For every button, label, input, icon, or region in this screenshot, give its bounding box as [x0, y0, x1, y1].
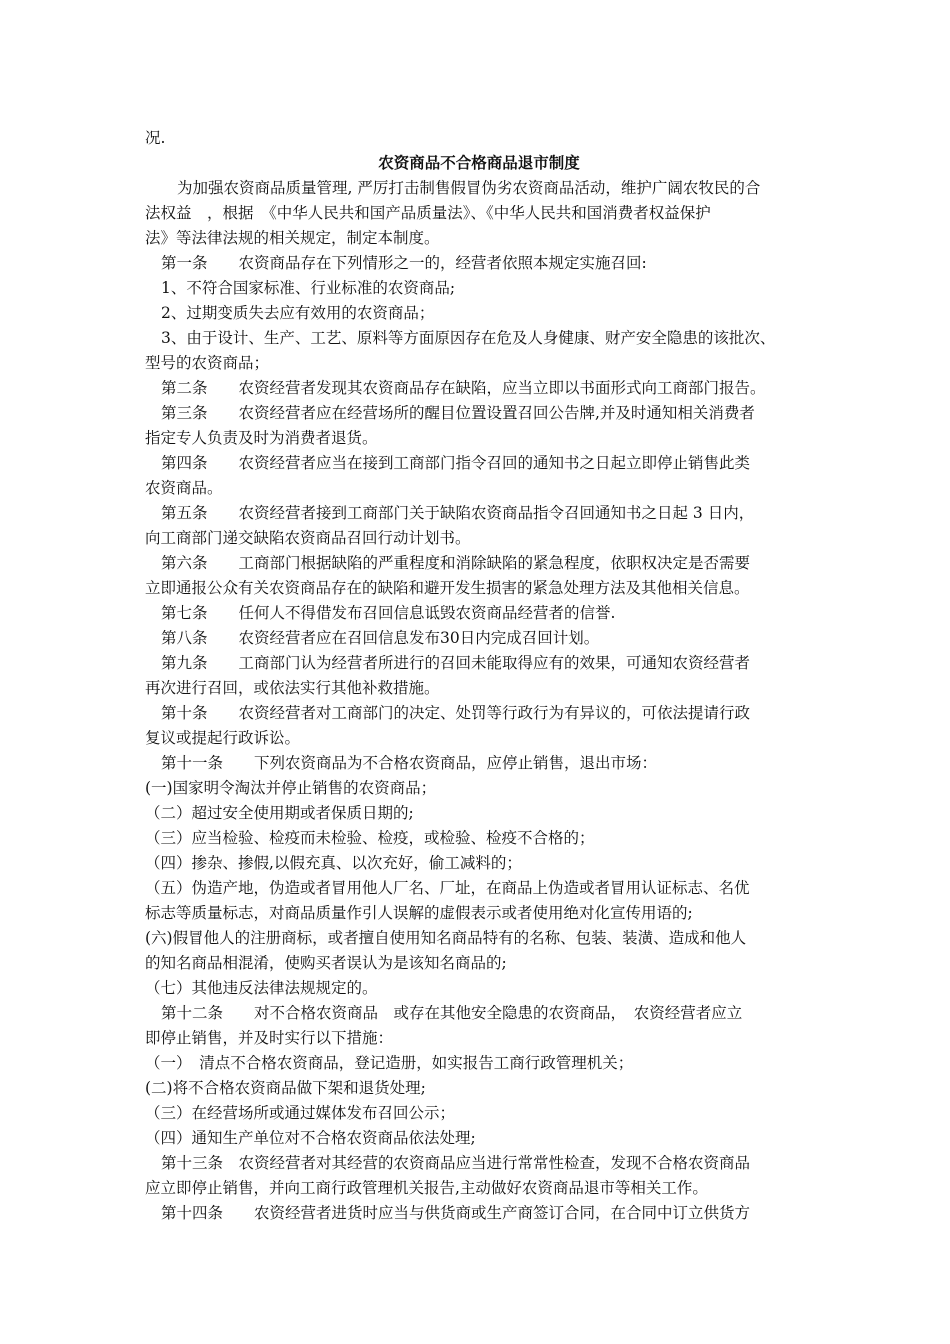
article-11-item: (一)国家明令淘汰并停止销售的农资商品；: [145, 779, 437, 797]
article-1-heading: 第一条 农资商品存在下列情形之一的，经营者依照本规定实施召回:: [161, 254, 647, 272]
article-11-item: （三）应当检验、检疫而未检验、检疫，或检验、检疫不合格的；: [145, 829, 595, 847]
article-14: 第十四条 农资经营者进货时应当与供货商或生产商签订合同，在合同中订立供货方: [161, 1204, 751, 1222]
article-2: 第二条 农资经营者发现其农资商品存在缺陷，应当立即以书面形式向工商部门报告。: [161, 379, 766, 397]
document-page: [145, 126, 813, 1226]
article-12-heading-continued: 即停止销售，并及时实行以下措施：: [145, 1029, 394, 1047]
article-3-continued: 指定专人负责及时为消费者退货。: [145, 429, 378, 447]
article-7: 第七条 任何人不得借发布召回信息诋毁农资商品经营者的信誉.: [161, 604, 616, 622]
article-6: 第六条 工商部门根据缺陷的严重程度和消除缺陷的紧急程度，依职权决定是否需要: [161, 554, 751, 572]
intro-line: 法》等法律法规的相关规定，制定本制度。: [145, 229, 440, 247]
intro-line: 为加强农资商品质量管理, 严厉打击制售假冒伪劣农资商品活动，维护广阔农牧民的合: [177, 179, 761, 197]
article-9: 第九条 工商部门认为经营者所进行的召回未能取得应有的效果，可通知农资经营者: [161, 654, 751, 672]
article-8: 第八条 农资经营者应在召回信息发布30日内完成召回计划。: [161, 629, 600, 647]
intro-line: 法权益 ，根据 《中华人民共和国产品质量法》、《中华人民共和国消费者权益保护: [145, 204, 711, 222]
article-3: 第三条 农资经营者应在经营场所的醒目位置设置召回公告牌,并及时通知相关消费者: [161, 404, 755, 422]
article-1-item-continued: 型号的农资商品；: [145, 354, 270, 372]
article-1-item: 2、过期变质失去应有效用的农资商品；: [161, 304, 435, 322]
article-13-continued: 应立即停止销售，并向工商行政管理机关报告,主动做好农资商品退市等相关工作。: [145, 1179, 708, 1197]
article-13: 第十三条 农资经营者对其经营的农资商品应当进行常常性检查，发现不合格农资商品: [161, 1154, 751, 1172]
article-12-item: （三）在经营场所或通过媒体发布召回公示；: [145, 1104, 456, 1122]
article-11-item-continued: 的知名商品相混淆，使购买者误认为是该知名商品的;: [145, 954, 507, 972]
article-11-heading: 第十一条 下列农资商品为不合格农资商品，应停止销售，退出市场：: [161, 754, 658, 772]
article-1-item: 1、不符合国家标准、行业标准的农资商品;: [161, 279, 456, 297]
article-12-item: (二)将不合格农资商品做下架和退货处理;: [145, 1079, 426, 1097]
article-9-continued: 再次进行召回，或依法实行其他补救措施。: [145, 679, 440, 697]
article-6-continued: 立即通报公众有关农资商品存在的缺陷和避开发生损害的紧急处理方法及其他相关信息。: [145, 579, 750, 597]
article-11-item: （七）其他违反法律法规规定的。: [145, 979, 378, 997]
article-10-continued: 复议或提起行政诉讼。: [145, 729, 301, 747]
document-title: 农资商品不合格商品退市制度: [378, 154, 580, 172]
article-12-item: （四）通知生产单位对不合格农资商品依法处理;: [145, 1129, 476, 1147]
carry-over-text: 况.: [145, 129, 166, 147]
article-5-continued: 向工商部门递交缺陷农资商品召回行动计划书。: [145, 529, 471, 547]
article-11-item-continued: 标志等质量标志，对商品质量作引人误解的虚假表示或者使用绝对化宣传用语的;: [145, 904, 693, 922]
article-5: 第五条 农资经营者接到工商部门关于缺陷农资商品指令召回通知书之日起 3 日内，: [161, 504, 755, 522]
article-11-item: (六)假冒他人的注册商标，或者擅自使用知名商品特有的名称、包装、装潢、造成和他人: [145, 929, 747, 947]
article-4-continued: 农资商品。: [145, 479, 223, 497]
article-11-item: （二）超过安全使用期或者保质日期的;: [145, 804, 414, 822]
article-11-item: （五）伪造产地，伪造或者冒用他人厂名、厂址，在商品上伪造或者冒用认证标志、名优: [145, 879, 750, 897]
article-10: 第十条 农资经营者对工商部门的决定、处罚等行政行为有异议的，可依法提请行政: [161, 704, 751, 722]
article-1-item: 3、由于设计、生产、工艺、原料等方面原因存在危及人身健康、财产安全隐患的该批次、: [161, 329, 776, 347]
article-12-heading: 第十二条 对不合格农资商品 或存在其他安全隐患的农资商品， 农资经营者应立: [161, 1004, 743, 1022]
article-11-item: （四）掺杂、掺假,以假充真、以次充好，偷工减料的；: [145, 854, 522, 872]
article-4: 第四条 农资经营者应当在接到工商部门指令召回的通知书之日起立即停止销售此类: [161, 454, 751, 472]
article-12-item: （一） 清点不合格农资商品，登记造册，如实报告工商行政管理机关；: [145, 1054, 634, 1072]
